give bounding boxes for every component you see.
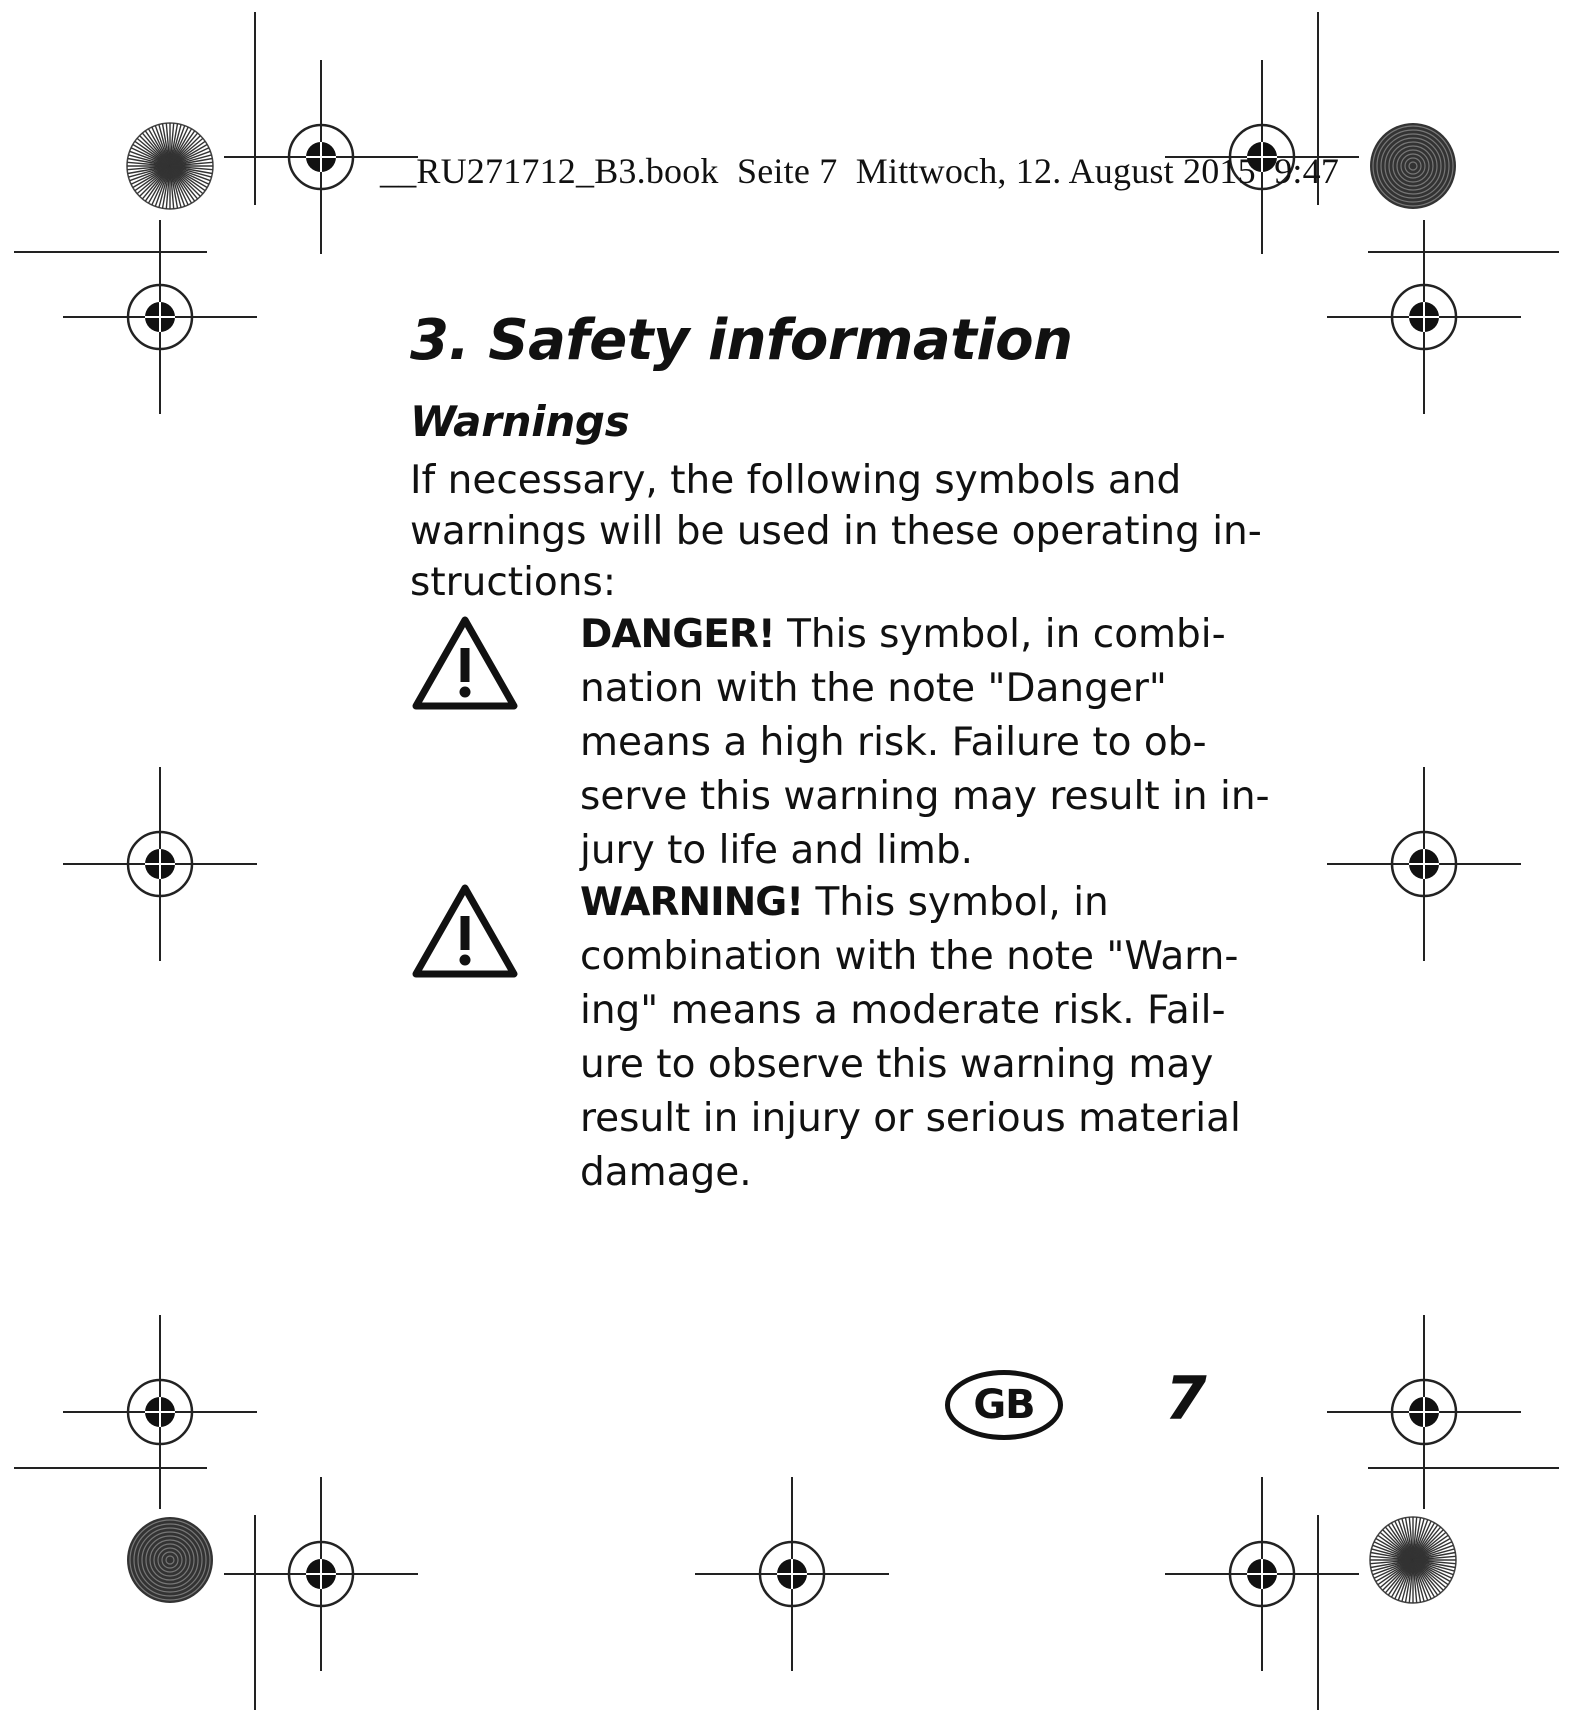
registration-mark-icon xyxy=(1327,220,1521,414)
warning-line: combination with the note "Warn- xyxy=(580,934,1239,979)
warning-line: ure to observe this warning may xyxy=(580,1042,1214,1087)
section-title: 3. Safety information xyxy=(410,308,1073,373)
warning-keyword: WARNING! xyxy=(580,880,804,925)
page-number: 7 xyxy=(1165,1364,1207,1434)
registration-mark-icon xyxy=(1327,767,1521,961)
registration-mark-icon xyxy=(1327,1315,1521,1509)
warning-line: ing" means a moderate risk. Fail- xyxy=(580,988,1226,1033)
registration-mark-icon xyxy=(695,1477,889,1671)
intro-line: structions: xyxy=(410,560,616,605)
danger-line: jury to life and limb. xyxy=(580,828,973,873)
print-header: __RU271712_B3.book Seite 7 Mittwoch, 12. August 2015 9:47 xyxy=(380,151,1340,191)
intro-line: If necessary, the following symbols and xyxy=(410,458,1182,503)
warning-line: This symbol, in xyxy=(803,880,1109,925)
star-target-icon xyxy=(1370,1517,1456,1603)
danger-line: nation with the note "Danger" xyxy=(580,666,1167,711)
warning-triangle-icon xyxy=(410,614,520,714)
intro-line: warnings will be used in these operating in- xyxy=(410,509,1262,554)
danger-line: serve this warning may result in in- xyxy=(580,774,1270,819)
star-target-icon xyxy=(127,1517,213,1603)
warning-triangle-icon xyxy=(410,882,520,982)
registration-mark-icon xyxy=(224,1477,418,1671)
registration-mark-icon xyxy=(63,1315,257,1509)
registration-mark-icon xyxy=(63,767,257,961)
registration-mark-icon xyxy=(1165,1477,1359,1671)
warning-line: result in injury or serious material xyxy=(580,1096,1241,1141)
language-badge: GB xyxy=(945,1370,1063,1440)
section-subtitle: Warnings xyxy=(410,397,630,446)
star-target-icon xyxy=(1370,123,1456,209)
intro-paragraph xyxy=(410,455,1262,608)
registration-mark-icon xyxy=(63,220,257,414)
warning-line: damage. xyxy=(580,1150,752,1195)
danger-line: This symbol, in combi- xyxy=(774,612,1226,657)
danger-line: means a high risk. Failure to ob- xyxy=(580,720,1207,765)
danger-text xyxy=(580,608,1270,878)
danger-keyword: DANGER! xyxy=(580,612,775,657)
warning-text xyxy=(580,876,1240,1200)
star-target-icon xyxy=(127,123,213,209)
